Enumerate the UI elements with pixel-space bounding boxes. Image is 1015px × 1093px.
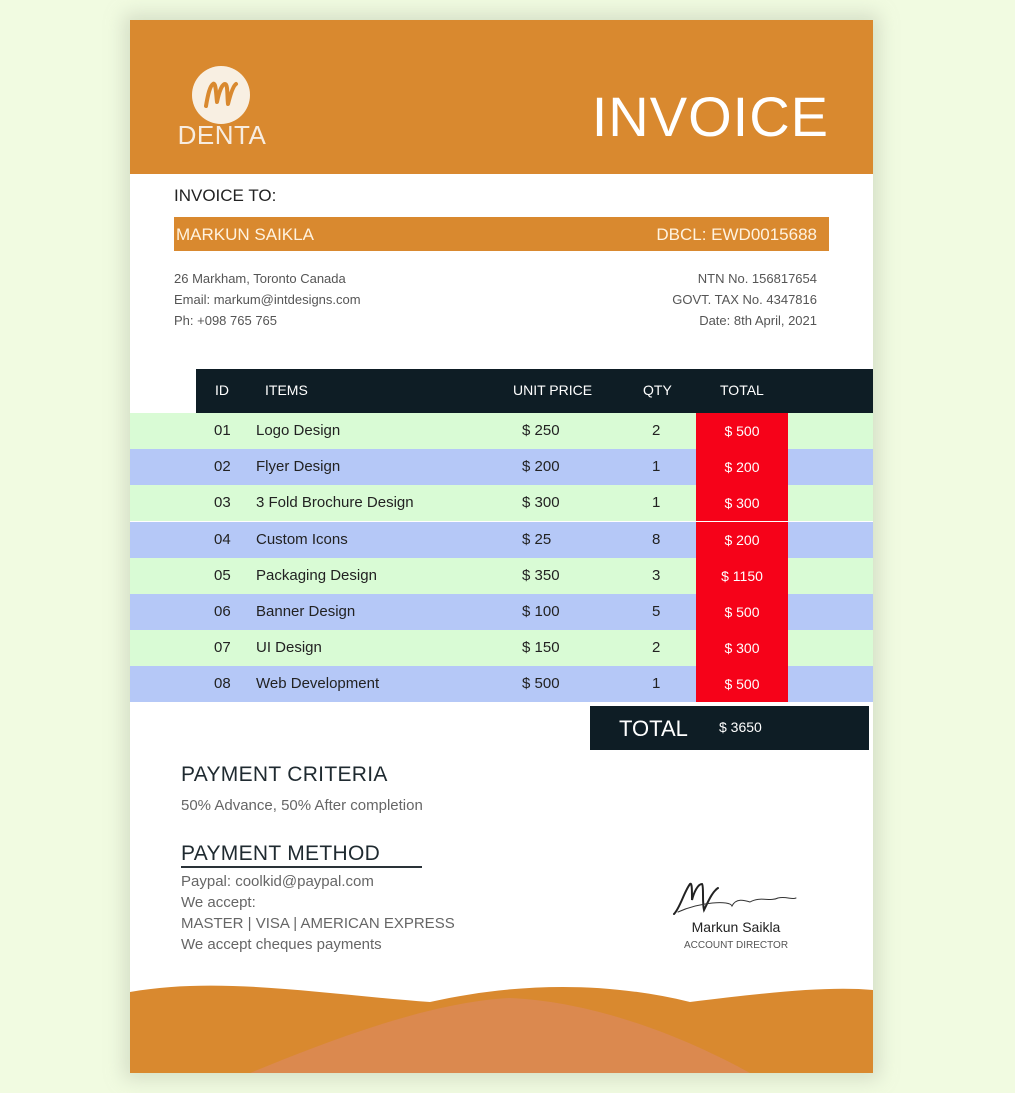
client-bar xyxy=(174,217,829,251)
row-id: 02 xyxy=(214,458,231,475)
payment-method-details xyxy=(181,871,455,955)
row-total: $ 500 xyxy=(696,594,788,630)
payment-criteria-text: 50% Advance, 50% After completion xyxy=(181,797,423,814)
tax-info xyxy=(672,268,817,331)
row-qty: 8 xyxy=(652,531,661,548)
table-header xyxy=(196,369,873,413)
grand-total-box xyxy=(590,706,869,750)
col-header-total: TOTAL xyxy=(720,382,764,398)
client-phone: Ph: +098 765 765 xyxy=(174,313,278,328)
row-total: $ 300 xyxy=(696,630,788,666)
row-qty: 2 xyxy=(652,422,661,439)
paypal-line: Paypal: coolkid@paypal.com xyxy=(181,873,374,890)
table-row xyxy=(130,485,873,521)
payment-method-heading: PAYMENT METHOD xyxy=(181,842,381,865)
row-item: Custom Icons xyxy=(256,531,348,548)
row-id: 06 xyxy=(214,603,231,620)
brand-logo-icon xyxy=(192,66,250,124)
row-item: Banner Design xyxy=(256,603,356,620)
row-id: 07 xyxy=(214,639,231,656)
invoice-date: Date: 8th April, 2021 xyxy=(699,313,817,328)
row-item: Logo Design xyxy=(256,422,341,439)
govt-tax-number: GOVT. TAX No. 4347816 xyxy=(672,292,817,307)
row-price: $ 25 xyxy=(522,531,552,548)
grand-total-label: TOTAL xyxy=(619,716,688,741)
col-header-items: ITEMS xyxy=(265,382,308,398)
grand-total-value: $ 3650 xyxy=(719,719,762,735)
invoice-page xyxy=(130,20,873,1073)
client-name: MARKUN SAIKLA xyxy=(176,225,314,244)
row-item: 3 Fold Brochure Design xyxy=(256,494,414,511)
row-item: UI Design xyxy=(256,639,322,656)
row-total: $ 1150 xyxy=(696,558,788,594)
row-price: $ 350 xyxy=(522,567,560,584)
row-id: 01 xyxy=(214,422,231,439)
table-row xyxy=(130,449,873,485)
row-qty: 3 xyxy=(652,567,661,584)
client-address: 26 Markham, Toronto Canada xyxy=(174,271,346,286)
col-header-unit-price: UNIT PRICE xyxy=(513,382,593,398)
footer-wave xyxy=(130,980,873,1073)
document-title: INVOICE xyxy=(591,85,829,148)
client-contact xyxy=(174,268,361,331)
row-id: 04 xyxy=(214,531,231,548)
row-total: $ 500 xyxy=(696,413,788,449)
client-email: Email: markum@intdesigns.com xyxy=(174,292,361,307)
client-dbcl: DBCL: EWD0015688 xyxy=(656,225,817,244)
signatory-title: ACCOUNT DIRECTOR xyxy=(683,940,789,951)
row-price: $ 100 xyxy=(522,603,560,620)
row-item: Packaging Design xyxy=(256,567,377,584)
row-price: $ 500 xyxy=(522,675,560,692)
col-header-qty: QTY xyxy=(643,382,672,398)
ntn-number: NTN No. 156817654 xyxy=(697,271,817,286)
row-price: $ 300 xyxy=(522,494,560,511)
signatory-name: Markun Saikla xyxy=(691,919,781,935)
row-id: 03 xyxy=(214,494,231,511)
cards-line: MASTER | VISA | AMERICAN EXPRESS xyxy=(181,915,455,932)
row-qty: 1 xyxy=(652,494,661,511)
row-total: $ 200 xyxy=(696,522,788,558)
row-total: $ 300 xyxy=(696,485,788,521)
row-price: $ 250 xyxy=(522,422,560,439)
invoice-header xyxy=(130,20,873,174)
we-accept-line: We accept: xyxy=(181,894,256,911)
table-row xyxy=(130,413,873,449)
row-total: $ 200 xyxy=(696,449,788,485)
row-id: 08 xyxy=(214,675,231,692)
heading-underline xyxy=(181,866,422,868)
row-total: $ 500 xyxy=(696,666,788,702)
row-price: $ 150 xyxy=(522,639,560,656)
payment-criteria-heading: PAYMENT CRITERIA xyxy=(181,763,388,786)
table-row xyxy=(130,630,873,666)
table-row xyxy=(130,594,873,630)
row-qty: 2 xyxy=(652,639,661,656)
table-row xyxy=(130,558,873,594)
col-header-id: ID xyxy=(215,382,229,398)
row-id: 05 xyxy=(214,567,231,584)
brand-name: DENTA xyxy=(177,120,267,150)
row-item: Flyer Design xyxy=(256,458,341,475)
row-qty: 5 xyxy=(652,603,661,620)
row-qty: 1 xyxy=(652,458,661,475)
invoice-to-heading: INVOICE TO: xyxy=(174,186,277,205)
row-item: Web Development xyxy=(256,675,380,692)
table-row xyxy=(130,666,873,702)
signature-icon xyxy=(670,878,802,922)
row-qty: 1 xyxy=(652,675,661,692)
table-row xyxy=(130,522,873,558)
row-price: $ 200 xyxy=(522,458,560,475)
cheques-line: We accept cheques payments xyxy=(181,936,382,953)
